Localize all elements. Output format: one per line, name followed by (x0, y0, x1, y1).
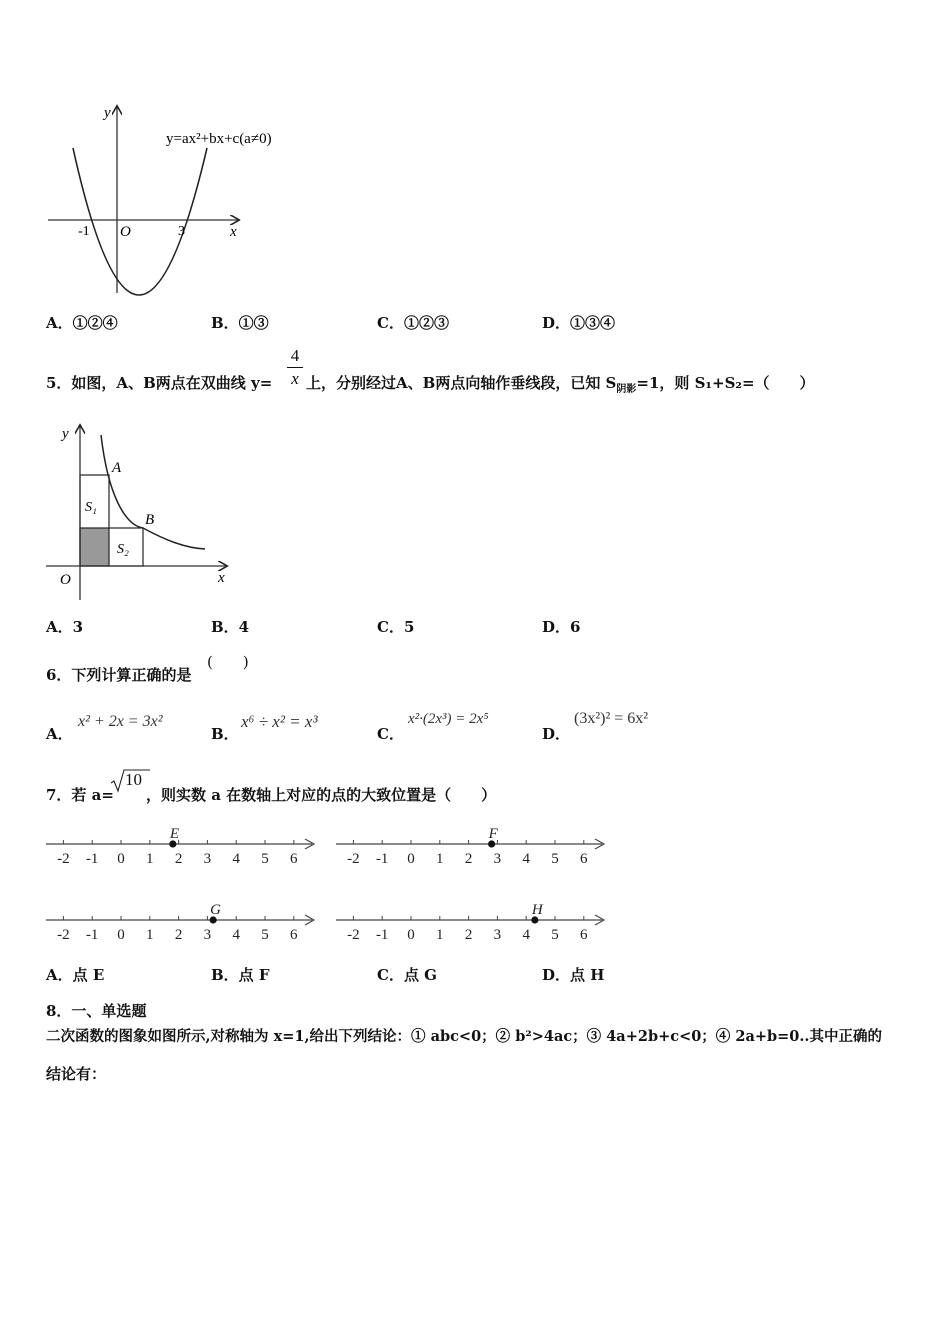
x-axis-label: x (218, 570, 225, 586)
q7-option-d[interactable]: D．点 H (542, 966, 605, 984)
q6-option-b-label[interactable]: B． (211, 725, 239, 743)
number-line-tick-label: -1 (375, 851, 389, 867)
x-axis-label: x (230, 224, 237, 240)
number-line-e (46, 826, 314, 867)
number-line-tick-label: 2 (174, 851, 183, 867)
y-axis-label: y (104, 105, 111, 121)
q5-option-d[interactable]: D．6 (542, 618, 581, 636)
number-line-tick-label: 2 (464, 927, 473, 943)
number-line-tick-label: 5 (261, 927, 269, 943)
q7-radicand: 10 (125, 770, 142, 789)
number-line-h (336, 902, 604, 943)
number-line-tick-label: 3 (203, 851, 212, 867)
q6-option-a-expr: x² + 2x = 3x² (78, 713, 163, 730)
q5-stem-rest (306, 372, 815, 395)
number-line-tick-label: 1 (146, 851, 154, 867)
number-line-tick-label: -1 (85, 851, 99, 867)
point-e-label: E (169, 826, 180, 842)
q5-fraction (287, 346, 303, 389)
q7-prefix: 7．若 a= (46, 786, 114, 804)
q8-line2: 结论有： (46, 1065, 107, 1083)
number-line-tick-label: 5 (261, 851, 269, 867)
q5-fraction-denominator: x (291, 369, 299, 388)
s2-label: S₂ (117, 542, 129, 557)
q8-line1: 二次函数的图象如图所示,对称轴为 x=1,给出下列结论：① abc<0；② b²>4ac；③ 4a+2b+c<0；④ 2a+b=0..其中正确的 (46, 1028, 882, 1045)
number-line-tick-label: 3 (493, 851, 502, 867)
q7-option-c[interactable]: C．点 G (377, 966, 437, 984)
tick-label-left: -1 (78, 224, 90, 239)
shaded-rect (80, 528, 109, 566)
q6-stem: 6．下列计算正确的是 (46, 666, 192, 684)
y-axis-label: y (62, 426, 69, 442)
number-line-tick-label: 0 (117, 851, 125, 867)
number-line-tick-label: 0 (407, 851, 415, 867)
q6-option-c-expr: x²·(2x³) = 2x⁵ (408, 711, 489, 727)
q5-prefix: 5．如图，A、B两点在双曲线 y= (46, 374, 273, 392)
number-lines (40, 818, 620, 953)
number-line-tick-label: 6 (580, 851, 588, 867)
hyperbola-figure (40, 420, 240, 610)
number-line-tick-label: 1 (436, 927, 444, 943)
number-line-tick-label: -2 (57, 851, 70, 867)
q4-option-b[interactable]: B．①③ (211, 314, 269, 332)
number-line-tick-label: 4 (232, 927, 240, 943)
number-line-tick-label: 0 (117, 927, 125, 943)
number-line-tick-label: 6 (290, 851, 298, 867)
tick-label-right: 3 (178, 224, 185, 239)
number-line-tick-label: 5 (551, 851, 559, 867)
number-line-tick-label: 3 (203, 927, 212, 943)
q7-option-a[interactable]: A．点 E (46, 966, 105, 984)
q4-option-c[interactable]: C．①②③ (377, 314, 449, 332)
number-line-tick-label: 0 (407, 927, 415, 943)
q4-option-a[interactable]: A．①②④ (46, 314, 118, 332)
q5-option-a[interactable]: A．3 (46, 618, 84, 636)
number-line-f (336, 826, 604, 867)
q5-option-b[interactable]: B．4 (211, 618, 250, 636)
number-line-tick-label: 2 (464, 851, 473, 867)
q5-shaded-subscript: 阴影 (616, 384, 637, 395)
number-line-g (46, 902, 314, 943)
q7-stem (46, 784, 114, 805)
number-line-tick-label: 3 (493, 927, 502, 943)
number-line-tick-label: -2 (347, 851, 360, 867)
s1-label: S₁ (85, 500, 97, 515)
origin-label: O (60, 572, 71, 588)
q6-paren: ( ) (207, 653, 249, 671)
q6-option-a-label[interactable]: A． (46, 725, 73, 743)
number-line-tick-label: 4 (522, 927, 530, 943)
point-a-label: A (112, 460, 122, 476)
q8-heading: 8．一、单选题 (46, 1002, 147, 1020)
q5-fraction-numerator: 4 (290, 346, 300, 365)
q5-stem (46, 372, 272, 393)
q5-option-c[interactable]: C．5 (377, 618, 415, 636)
number-line-tick-label: 4 (522, 851, 530, 867)
parabola-figure (40, 95, 310, 300)
q6-option-d-label[interactable]: D． (542, 725, 571, 743)
parabola-curve (73, 148, 207, 295)
q6-option-d-expr: (3x²)² = 6x² (574, 710, 649, 727)
number-line-tick-label: 6 (290, 927, 298, 943)
number-line-tick-label: -2 (347, 927, 360, 943)
equation-label: y=ax²+bx+c(a≠0) (166, 131, 272, 147)
origin-label: O (120, 224, 131, 240)
hyperbola-curve (101, 435, 205, 549)
q7-option-b[interactable]: B．点 F (211, 966, 270, 984)
point-b-label: B (145, 512, 155, 528)
q6-option-c-label[interactable]: C． (377, 725, 404, 743)
number-line-tick-label: -1 (85, 927, 99, 943)
number-line-tick-label: -2 (57, 927, 70, 943)
point-h-label: H (531, 902, 543, 918)
number-line-tick-label: 6 (580, 927, 588, 943)
number-line-tick-label: 4 (232, 851, 240, 867)
point-g-label: G (210, 902, 222, 918)
number-line-tick-label: 1 (146, 927, 154, 943)
q4-option-d[interactable]: D．①③④ (542, 314, 616, 332)
point-f-label: F (488, 826, 498, 842)
number-line-tick-label: 1 (436, 851, 444, 867)
number-line-tick-label: 5 (551, 927, 559, 943)
q7-stem-rest: ，则实数 a 在数轴上对应的点的大致位置是（ ） (146, 786, 497, 804)
number-line-tick-label: -1 (375, 927, 389, 943)
q6-option-b-expr: x⁶ ÷ x² = x³ (241, 712, 318, 731)
q5-suffix: 上，分别经过A、B两点向轴作垂线段，已知 S (306, 374, 617, 392)
q5-suffix2: =1，则 S₁+S₂=（ ） (636, 374, 815, 392)
number-line-tick-label: 2 (174, 927, 183, 943)
